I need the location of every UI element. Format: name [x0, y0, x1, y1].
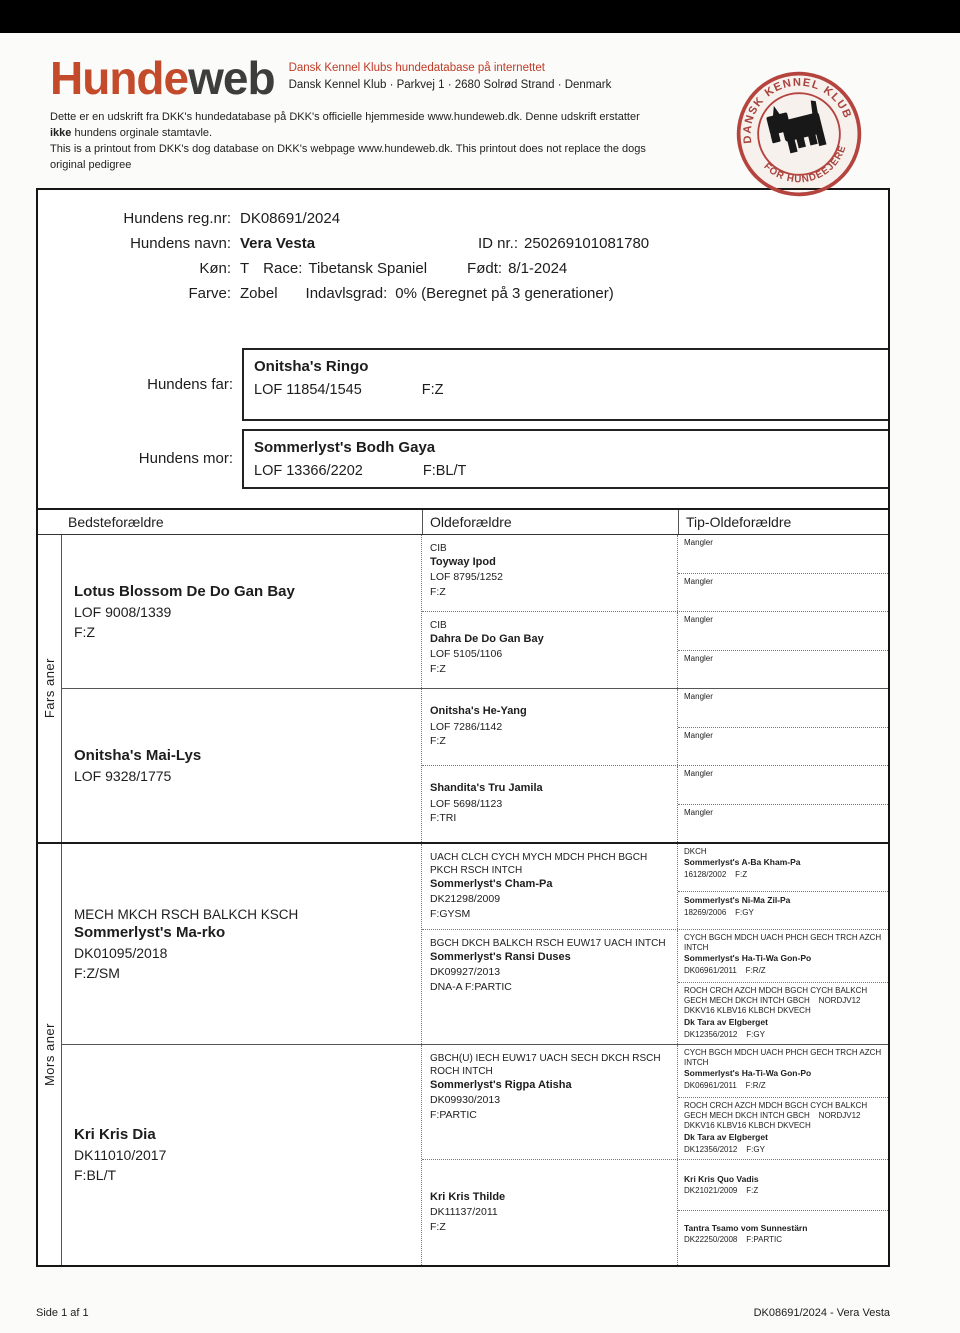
- color-inbreeding-row: [38, 285, 888, 302]
- disclaimer-da-line2: [50, 126, 740, 142]
- grandparent-name: Lotus Blossom De Do Gan Bay: [74, 582, 295, 600]
- greatgrandparent-name: Sommerlyst's Cham-Pa: [430, 877, 553, 890]
- name-row: [38, 235, 888, 252]
- greatgrandparent-color: F:PARTIC: [430, 1108, 477, 1121]
- tip-ancestor-titles: DKCH: [684, 846, 707, 856]
- tip-ancestor-name: Sommerlyst's Ha-Ti-Wa Gon-Po: [684, 1068, 812, 1079]
- greatgrandparent-name: Onitsha's He-Yang: [430, 705, 527, 718]
- sex-value: T: [240, 259, 250, 277]
- greatgrandparent-name: Dahra De Do Gan Bay: [430, 632, 544, 645]
- disclaimer-en-line1: This is a printout from DKK's dog database on DKK's webpage www.hundeweb.dk. This printout does not replace the dogs: [50, 142, 646, 155]
- stamp-top-text: DANSK KENNEL KLUB: [741, 76, 854, 145]
- tip-ancestor-reg: DK12356/2012 F:GY: [684, 1029, 765, 1039]
- tip-ancestor-cell: [678, 766, 888, 804]
- stamp-bottom-text: FOR HUNDEEJERE: [761, 143, 849, 186]
- greatgrandparent-name: Kri Kris Thilde: [430, 1190, 506, 1203]
- greatgrandparent-cell: [422, 930, 678, 1044]
- greatgrandparent-color: F:Z: [430, 662, 446, 675]
- greatgrandparent-color: F:Z: [430, 1220, 446, 1233]
- tagline-database: Dansk Kennel Klubs hundedatabase på internettet: [288, 62, 545, 74]
- footer-page-number: Side 1 af 1: [36, 1306, 89, 1319]
- hundeweb-logo: [50, 52, 275, 104]
- greatgrandparent-titles: CIB: [430, 619, 447, 631]
- greatgrandparent-titles: BGCH DKCH BALKCH RSCH EUW17 UACH INTCH: [430, 937, 666, 949]
- tip-ancestor-titles: Mangler: [684, 576, 713, 586]
- tip-ancestor-name: Sommerlyst's Ha-Ti-Wa Gon-Po: [684, 953, 812, 964]
- tip-ancestor-cell: [678, 844, 888, 891]
- mothers-ancestors-strip: [38, 844, 62, 1265]
- tip-ancestor-reg: DK06961/2011 F:R/Z: [684, 966, 766, 976]
- grandparent-titles: MECH MKCH RSCH BALKCH KSCH: [74, 906, 299, 922]
- color-label: Farve:: [188, 284, 231, 302]
- tip-ancestor-reg: DK06961/2011 F:R/Z: [684, 1081, 766, 1091]
- tip-ancestor-reg: DK21021/2009 F:Z: [684, 1186, 759, 1196]
- father-name: Onitsha's Ringo: [254, 357, 369, 375]
- greatgrandparent-color: F:Z: [430, 585, 446, 598]
- greatgrandparent-titles: UACH CLCH CYCH MYCH MDCH PHCH BGCH PKCH RSCH INTCH: [430, 851, 648, 876]
- header-greatgrandparents: Oldeforældre: [422, 510, 678, 534]
- id-value: 250269101081780: [524, 234, 650, 252]
- footer-dog-reference: DK08691/2024 - Vera Vesta: [753, 1306, 890, 1319]
- grandparent-block: [62, 688, 888, 842]
- scan-top-bar: [0, 0, 960, 33]
- grandparent-reg: DK01095/2018: [74, 944, 168, 961]
- tip-ancestor-name: Sommerlyst's A-Ba Kham-Pa: [684, 857, 801, 868]
- greatgrandparent-titles: CIB: [430, 542, 447, 554]
- inbreeding-label: Indavlsgrad:: [305, 284, 388, 302]
- id-label: ID nr.:: [478, 234, 519, 252]
- tip-ancestor-cell: [678, 535, 888, 573]
- grandparent-color: F:BL/T: [74, 1167, 117, 1184]
- greatgrandparent-reg: LOF 7286/1142: [430, 720, 503, 733]
- mothers-ancestors-section: [38, 842, 888, 1265]
- greatgrandparent-name: Toyway Ipod: [430, 555, 496, 568]
- greatgrandparent-block: [422, 929, 888, 1044]
- greatgrandparent-reg: DK09930/2013: [430, 1093, 501, 1106]
- logo-text-hunde: Hunde: [50, 52, 189, 104]
- sex-label: Køn:: [199, 259, 231, 277]
- greatgrandparent-block: [422, 1045, 888, 1159]
- tip-ancestor-name: Dk Tara av Elgberget: [684, 1016, 768, 1027]
- greatgrandparent-block: [422, 535, 888, 611]
- greatgrandparent-name: Shandita's Tru Jamila: [430, 782, 543, 795]
- fathers-ancestors-strip: [38, 535, 62, 842]
- tip-ancestor-cell: [678, 612, 888, 650]
- greatgrandparent-name: Sommerlyst's Ransi Duses: [430, 950, 571, 963]
- tip-ancestor-cell: [678, 1097, 888, 1159]
- tip-ancestor-reg: 18269/2006 F:GY: [684, 907, 754, 917]
- tip-ancestor-name: Kri Kris Quo Vadis: [684, 1173, 759, 1184]
- tagline-address: Dansk Kennel Klub · Parkvej 1 · 2680 Solrød Strand · Denmark: [288, 79, 612, 91]
- tip-ancestor-titles: Mangler: [684, 653, 713, 663]
- header-greatgreatgrandparents: Tip-Oldeforældre: [678, 510, 888, 534]
- mothers-ancestors-label: Mors aner: [42, 1022, 57, 1086]
- father-label: Hundens far:: [147, 375, 233, 393]
- mother-reg: LOF 13366/2202: [254, 462, 363, 479]
- grandparent-name: Onitsha's Mai-Lys: [74, 746, 202, 764]
- greatgrandparent-reg: LOF 8795/1252: [430, 571, 503, 584]
- mother-box: [242, 429, 888, 489]
- greatgrandparent-color: DNA-A F:PARTIC: [430, 980, 512, 993]
- tip-ancestor-name: Dk Tara av Elgberget: [684, 1131, 768, 1142]
- greatgrandparent-cell: [422, 1045, 678, 1159]
- reg-value: DK08691/2024: [240, 209, 341, 227]
- grandparent-cell: [62, 844, 422, 1044]
- greatgrandparent-titles: GBCH(U) IECH EUW17 UACH SECH DKCH RSCH ROCH INTCH: [430, 1052, 661, 1077]
- tip-ancestor-titles: CYCH BGCH MDCH UACH PHCH GECH TRCH AZCH INTCH: [684, 1047, 884, 1067]
- tip-ancestor-titles: CYCH BGCH MDCH UACH PHCH GECH TRCH AZCH INTCH: [684, 932, 884, 952]
- grandparent-block: [62, 1044, 888, 1265]
- pedigree-certificate-box: [36, 188, 890, 1267]
- tip-ancestor-cell: [678, 573, 888, 611]
- grandparent-block: [62, 535, 888, 688]
- tip-ancestor-cell: [678, 689, 888, 727]
- reg-label: Hundens reg.nr:: [123, 209, 231, 227]
- tip-ancestor-cell: [678, 1045, 888, 1097]
- greatgrandparent-reg: DK09927/2013: [430, 965, 501, 978]
- greatgrandparent-cell: [422, 844, 678, 929]
- grandparent-name: Kri Kris Dia: [74, 1126, 156, 1144]
- greatgrandparent-reg: DK21298/2009: [430, 893, 501, 906]
- dog-name-value: Vera Vesta: [240, 234, 316, 252]
- grandparent-reg: LOF 9328/1775: [74, 767, 172, 784]
- greatgrandparent-block: [422, 1159, 888, 1265]
- tip-ancestor-name: Sommerlyst's Ni-Ma Zil-Pa: [684, 894, 791, 905]
- tip-ancestor-cell: [678, 930, 888, 982]
- grandparent-reg: LOF 9008/1339: [74, 603, 172, 620]
- greatgrandparent-cell: [422, 612, 678, 688]
- greatgrandparent-block: [422, 765, 888, 842]
- disclaimer-text: [50, 110, 740, 174]
- greatgrandparent-reg: DK11137/2011: [430, 1206, 498, 1219]
- mother-row: [38, 429, 888, 489]
- greatgrandparent-block: [422, 689, 888, 765]
- mother-label: Hundens mor:: [138, 450, 233, 468]
- tip-ancestor-cell: [678, 804, 888, 842]
- reg-row: [38, 210, 888, 227]
- grandparent-cell: [62, 689, 422, 842]
- tip-ancestor-titles: Mangler: [684, 807, 713, 817]
- tip-ancestor-titles: Mangler: [684, 614, 713, 624]
- fathers-ancestors-section: [38, 535, 888, 842]
- header-grandparents: Bedsteforældre: [68, 513, 164, 530]
- greatgrandparent-color: F:Z: [430, 735, 446, 748]
- father-row: [38, 348, 888, 421]
- born-value: 8/1-2024: [508, 259, 568, 277]
- tip-ancestor-name: Tantra Tsamo vom Sunnestärn: [684, 1222, 808, 1233]
- born-label: Født:: [467, 259, 503, 277]
- tip-ancestor-titles: Mangler: [684, 691, 713, 701]
- tip-ancestor-titles: Mangler: [684, 768, 713, 778]
- tip-ancestor-cell: [678, 1210, 888, 1265]
- name-label: Hundens navn:: [130, 234, 231, 252]
- logo-text-web: web: [188, 52, 275, 104]
- tip-ancestor-cell: [678, 727, 888, 765]
- greatgrandparent-block: [422, 844, 888, 929]
- dog-info-section: [38, 190, 888, 505]
- color-value: Zobel: [240, 284, 278, 302]
- tip-ancestor-titles: Mangler: [684, 730, 713, 740]
- greatgrandparent-cell: [422, 766, 678, 842]
- tip-ancestor-titles: ROCH CRCH AZCH MDCH BGCH CYCH BALKCH GECH MECH DKCH INTCH GBCH NORDJV12 DKKV16 KLBV16 KLBCH DKVECH: [684, 1100, 870, 1131]
- race-value: Tibetansk Spaniel: [308, 259, 428, 277]
- tip-ancestor-reg: DK22250/2008 F:PARTIC: [684, 1235, 782, 1245]
- grandparent-cell: [62, 1045, 422, 1265]
- mother-name: Sommerlyst's Bodh Gaya: [254, 438, 436, 456]
- tip-ancestor-titles: Mangler: [684, 537, 713, 547]
- greatgrandparent-reg: LOF 5698/1123: [430, 797, 503, 810]
- father-color: F:Z: [421, 381, 444, 398]
- grandparent-color: F:Z: [74, 623, 95, 640]
- greatgrandparent-block: [422, 611, 888, 688]
- header-tagline: [289, 62, 612, 91]
- father-reg: LOF 11854/1545: [254, 381, 362, 398]
- grandparent-color: F:Z/SM: [74, 964, 120, 981]
- tip-ancestor-cell: [678, 1160, 888, 1210]
- race-label: Race:: [263, 259, 303, 277]
- tip-ancestor-titles: ROCH CRCH AZCH MDCH BGCH CYCH BALKCH GECH MECH DKCH INTCH GBCH NORDJV12 DKKV16 KLBV16 KLBCH DKVECH: [684, 985, 870, 1016]
- grandparent-reg: DK11010/2017: [74, 1147, 167, 1164]
- grandparent-block: [62, 844, 888, 1044]
- greatgrandparent-cell: [422, 689, 678, 765]
- disclaimer-da-rest: hundens orginale stamtavle.: [71, 126, 213, 139]
- grandparent-cell: [62, 535, 422, 688]
- pedigree-table: [38, 508, 888, 1265]
- pedigree-column-headers: [38, 510, 888, 535]
- tip-ancestor-reg: 16128/2002 F:Z: [684, 870, 748, 880]
- grandparent-name: Sommerlyst's Ma-rko: [74, 923, 226, 941]
- document-header: [0, 33, 960, 186]
- tip-ancestor-reg: DK12356/2012 F:GY: [684, 1144, 765, 1154]
- sex-race-born-row: [38, 260, 888, 277]
- disclaimer-da-line1: Dette er en udskrift fra DKK's hundedatabase på DKK's officielle hjemmeside www.hundeweb.dk. Denne udskrift erstatter: [50, 111, 640, 123]
- greatgrandparent-cell: [422, 1160, 678, 1265]
- inbreeding-value: 0% (Beregnet på 3 generationer): [395, 284, 614, 302]
- disclaimer-da-bold: ikke: [50, 126, 72, 139]
- greatgrandparent-color: F:GYSM: [430, 907, 471, 920]
- tip-ancestor-cell: [678, 982, 888, 1044]
- greatgrandparent-name: Sommerlyst's Rigpa Atisha: [430, 1078, 572, 1091]
- greatgrandparent-reg: LOF 5105/1106: [430, 648, 503, 661]
- mother-color: F:BL/T: [422, 462, 467, 479]
- tip-ancestor-cell: [678, 650, 888, 688]
- disclaimer-en-line2: original pedigree: [50, 158, 132, 171]
- father-box: [242, 348, 888, 421]
- greatgrandparent-color: F:TRI: [430, 812, 457, 825]
- fathers-ancestors-label: Fars aner: [42, 658, 57, 719]
- tip-ancestor-cell: [678, 891, 888, 929]
- page-footer: [36, 1307, 890, 1319]
- greatgrandparent-cell: [422, 535, 678, 611]
